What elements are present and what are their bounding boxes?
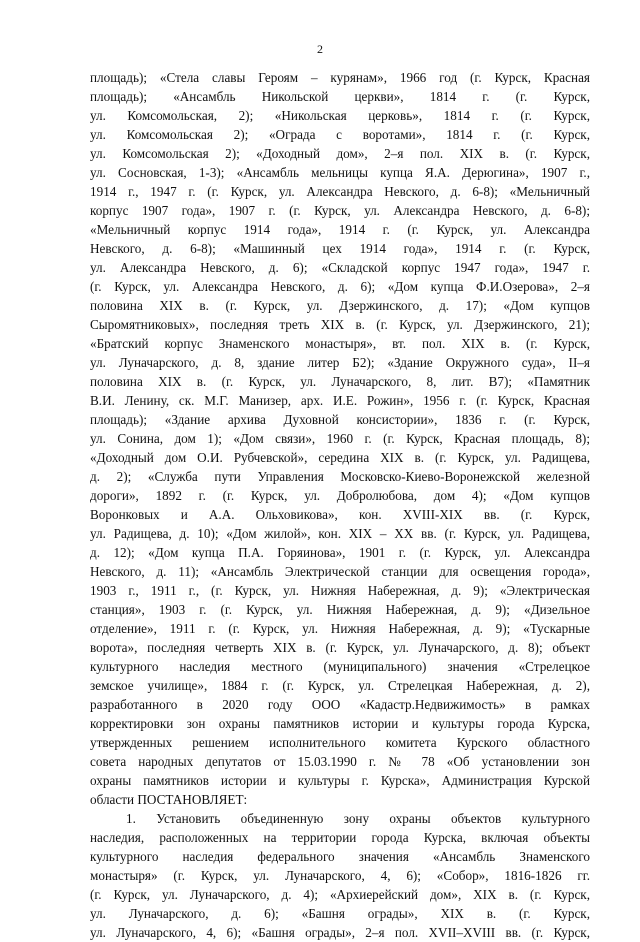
- text-line: ул. Комсомольская 2); «Ограда с воротами», 1814 г. (г. Курск,: [90, 127, 590, 142]
- text-line: В.И. Ленину, ск. М.Г. Манизер, арх. И.Е. Рожин», 1956 г. (г. Курск, Красная: [90, 393, 590, 408]
- text-line: Невского, д. 6-8); «Машинный цех 1914 года», 1914 г. (г. Курск,: [90, 241, 590, 256]
- text-line: Сыромятниковых», последняя треть XIX в. (г. Курск, ул. Дзержинского, 21);: [90, 317, 590, 332]
- text-line: (г. Курск, ул. Александра Невского, д. 6); «Дом купца Ф.И.Озерова», 2–я: [90, 279, 590, 294]
- text-line: половина XIX в. (г. Курск, ул. Дзержинского, д. 17); «Дом купцов: [90, 298, 590, 313]
- text-line: корректировки зон охраны памятников истории и культуры города Курска,: [90, 716, 590, 731]
- text-line: Невского, д. 11); «Ансамбль Электрической станции для освещения города»,: [90, 564, 590, 579]
- text-line: утвержденных решением исполнительного комитета Курского областного: [90, 735, 590, 750]
- text-line: разработанного в 2020 году ООО «Кадастр.Недвижимость» в рамках: [90, 697, 590, 712]
- text-line: (г. Курск, ул. Луначарского, д. 4); «Архиерейский дом», XIX в. (г. Курск,: [90, 887, 590, 902]
- text-line: ул. Луначарского, д. 6); «Башня ограды», XIX в. (г. Курск,: [90, 906, 590, 921]
- text-line: «Доходный дом О.И. Рубчевской», середина XIX в. (г. Курск, ул. Радищева,: [90, 450, 590, 465]
- text-line: д. 12); «Дом купца П.А. Горяинова», 1901 г. (г. Курск, ул. Александра: [90, 545, 590, 560]
- text-line: культурного наследия федерального значения «Ансамбль Знаменского: [90, 849, 590, 864]
- text-line: «Братский корпус Знаменского монастыря», вт. пол. XIX в. (г. Курск,: [90, 336, 590, 351]
- text-line: площадь); «Ансамбль Никольской церкви», 1814 г. (г. Курск,: [90, 89, 590, 104]
- text-line: станция», 1903 г. (г. Курск, ул. Нижняя Набережная, д. 9); «Дизельное: [90, 602, 590, 617]
- text-line: «Мельничный корпус 1914 года», 1914 г. (г. Курск, ул. Александра: [90, 222, 590, 237]
- text-line: совета народных депутатов от 15.03.1990 г. № 78 «Об установлении зон: [90, 754, 590, 769]
- document-body: [90, 68, 590, 942]
- text-line: ул. Комсомольская, 2); «Никольская церковь», 1814 г. (г. Курск,: [90, 108, 590, 123]
- text-line: ул. Александра Невского, д. 6); «Складской корпус 1947 года», 1947 г.: [90, 260, 590, 275]
- text-line: ул. Луначарского, 4, 6); «Башня ограды», 2–я пол. XVII–XVIII вв. (г. Курск,: [90, 925, 590, 940]
- text-line: ул. Радищева, д. 10); «Дом жилой», кон. XIX – XX вв. (г. Курск, ул. Радищева,: [90, 526, 590, 541]
- text-line: области ПОСТАНОВЛЯЕТ:: [90, 792, 248, 807]
- text-line: ворота», последняя четверть XIX в. (г. Курск, ул. Луначарского, д. 8); объект: [90, 640, 590, 655]
- text-line: земское училище», 1884 г. (г. Курск, ул. Стрелецкая Набережная, д. 2),: [90, 678, 590, 693]
- page-number: 2: [317, 42, 323, 56]
- text-line: половина XIX в. (г. Курск, ул. Луначарского, 8, лит. В7); «Памятник: [90, 374, 590, 389]
- text-line: 1. Установить объединенную зону охраны объектов культурного: [126, 811, 590, 826]
- text-line: ул. Сонина, дом 1); «Дом связи», 1960 г. (г. Курск, Красная площадь, 8);: [90, 431, 590, 446]
- text-line: 1914 г., 1947 г. (г. Курск, ул. Александра Невского, д. 6-8); «Мельничный: [90, 184, 590, 199]
- text-line: ул. Луначарского, д. 8, здание литер Б2); «Здание Окружного суда», II–я: [90, 355, 590, 370]
- text-line: ул. Сосновская, 1-3); «Ансамбль мельницы купца Я.А. Дерюгина», 1907 г.,: [90, 165, 590, 180]
- text-line: монастыря» (г. Курск, ул. Луначарского, 4, 6); «Собор», 1816-1826 гг.: [90, 868, 590, 883]
- text-line: площадь); «Здание архива Духовной консистории», 1836 г. (г. Курск,: [90, 412, 590, 427]
- text-line: наследия, расположенных на территории города Курска, включая объекты: [90, 830, 590, 845]
- text-line: охраны памятников истории и культуры г. Курска», Администрация Курской: [90, 773, 590, 788]
- text-line: культурного наследия местного (муниципального) значения «Стрелецкое: [90, 659, 590, 674]
- text-line: д. 2); «Служба пути Управления Московско-Киево-Воронежской железной: [90, 469, 590, 484]
- text-line: Воронковых и А.А. Ольховикова», кон. XVIII-XIX вв. (г. Курск,: [90, 507, 590, 522]
- text-line: 1903 г., 1911 г., (г. Курск, ул. Нижняя Набережная, д. 9); «Электрическая: [90, 583, 590, 598]
- text-line: площадь); «Стела славы Героям – курянам», 1966 год (г. Курск, Красная: [90, 70, 590, 85]
- text-line: отделение», 1911 г. (г. Курск, ул. Нижняя Набережная, д. 9); «Тускарные: [90, 621, 590, 636]
- text-line: дороги», 1892 г. (г. Курск, ул. Добролюбова, дом 4); «Дом купцов: [90, 488, 590, 503]
- text-line: корпус 1907 года», 1907 г. (г. Курск, ул. Александра Невского, д. 6-8);: [90, 203, 590, 218]
- text-line: ул. Комсомольская 2); «Доходный дом», 2–я пол. XIX в. (г. Курск,: [90, 146, 590, 161]
